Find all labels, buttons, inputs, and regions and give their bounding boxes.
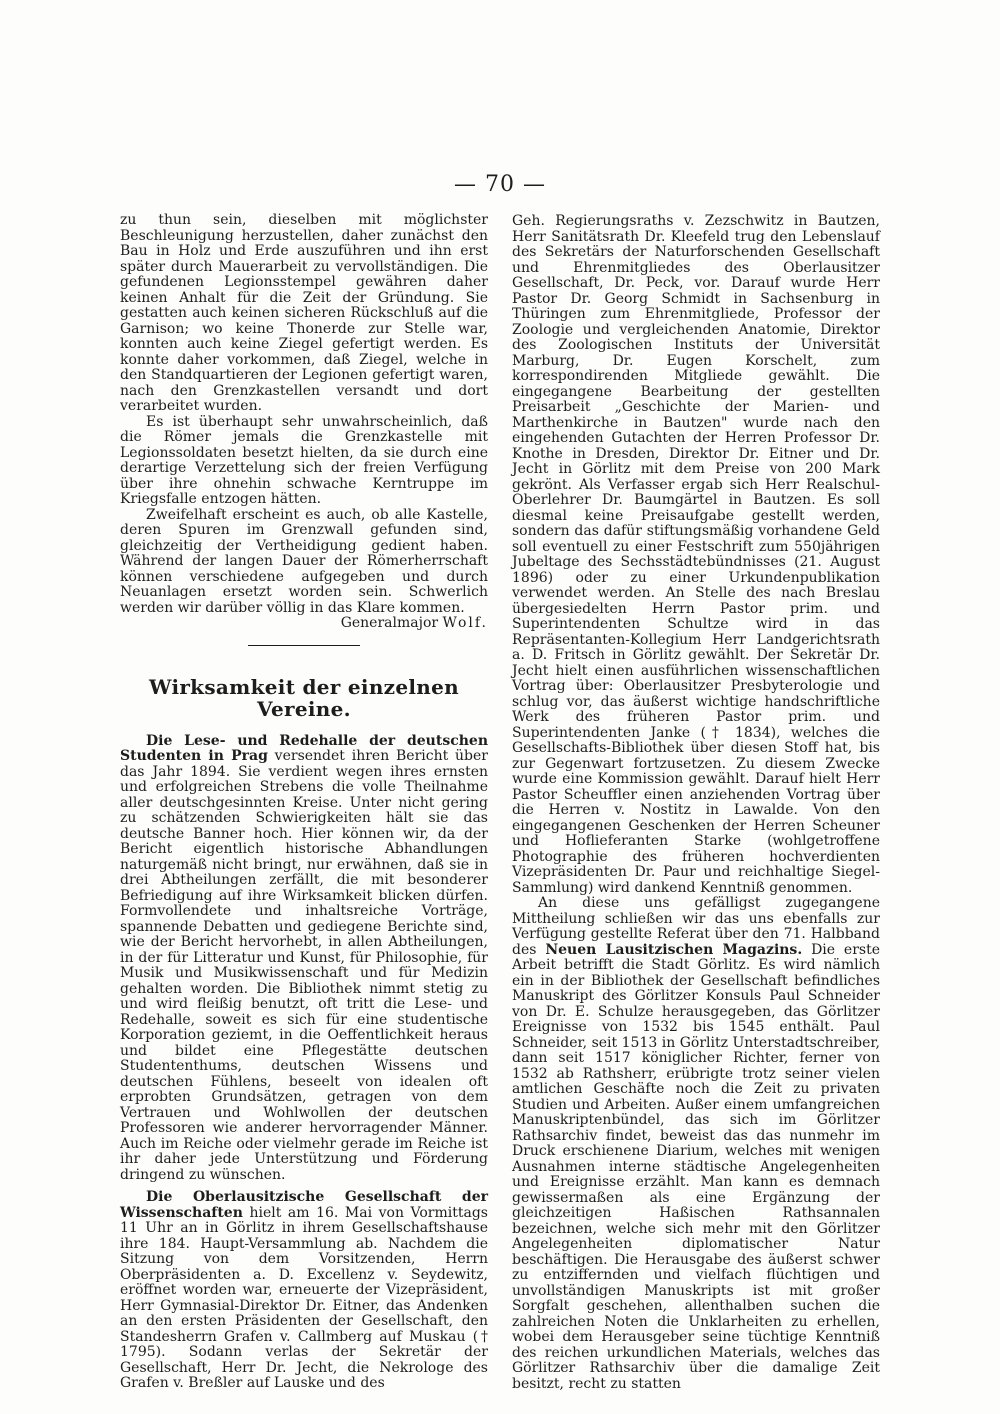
paragraph-text: hielt am 16. Mai von Vormittags 11 Uhr an in Görlitz in ihrem Gesellschaftshause ihre 184. Haupt-Versammlung ab. Nachdem die Sitzung von dem Vorsitzenden, Herrn Oberpräsidenten a. D. Excellenz v. Seydewitz, eröffnet worden war, erneuerte der Vizepräsident, Herr Gymnasial-Direktor Dr. Eitner, das Andenken an den ersten Präsidenten der Gesellschaft, den Standesherrn Grafen v. Callmberg auf Muskau († 1795). Sodann verlas der Sekretär der Gesellschaft, Herr Dr. Jecht, die Nekrologe des Grafen v. Breßler auf Lauske und des	[120, 1204, 488, 1391]
signature-rank: Generalmajor	[340, 615, 439, 631]
paragraph	[512, 896, 880, 1392]
paragraph	[120, 734, 488, 1184]
paragraph: zu thun sein, dieselben mit möglichster Beschleunigung herzustellen, daher zunächst den Bau in Holz und Erde auszuführen und ihn erst später durch Mauerarbeit zu vervollständigen. Die gefundenen Legionsstempel gewähren daher keinen Anhalt für die Zeit der Gründung. Sie gestatten auch keinen sicheren Rückschluß auf die Garnison; wo keine Thonerde zur Stelle war, konnten auch keine Ziegel gefertigt werden. Es konnte daher vorkommen, daß Ziegel, welche in den Standquartieren der Legionen gefertigt waren, nach den Grenzkastellen versandt und dort verarbeitet wurden.	[120, 212, 488, 414]
paragraph	[120, 1190, 488, 1392]
paragraph-text: Die erste Arbeit betrifft die Stadt Görlitz. Es wird nämlich ein in der Bibliothek der Gesellschaft befindliches Manuskript des Görlitzer Konsuls Paul Schneider von Dr. E. Schulze herausgegeben, das Görlitzer Ereignisse von 1532 bis 1545 enthält. Paul Schneider, seit 1513 in Görlitz Unterstadtschreiber, dann seit 1517 königlicher Richter, ferner von 1532 ab Rathsherr, erübrigte trotz seiner vielen amtlichen Geschäfte noch die Zeit zu privaten Studien und Arbeiten. Außer einem umfangreichen Manuskriptenbündel, das sich im Görlitzer Rathsarchiv findet, beweist das das nunmehr im Druck erschienene Diarium, welches mit wenigen Ausnahmen interne städtische Angelegenheiten und Ereignisse erzählt. Man kann es demnach gewissermaßen als eine Ergänzung der gleichzeitigen Haßischen Rathsannalen bezeichnen, welche sich mehr mit den Görlitzer Angelegenheiten diplomatischer Natur beschäftigen. Die Herausgabe des äußerst schwer zu entziffernden und vielfach flüchtigen und unvollständigen Manuskripts ist mit großer Sorgfalt geschehen, allenthalben suchen die zahlreichen Noten die Unklarheiten zu erhellen, wobei dem Herausgeber seine tüchtige Kenntniß des reichen urkundlichen Materials, welches das Görlitzer Rathsarchiv über die damalige Zeit besitzt, recht zu statten	[512, 941, 880, 1392]
signature	[120, 616, 488, 632]
left-column	[120, 213, 488, 1392]
signature-name: Wolf.	[442, 615, 488, 631]
section-divider	[248, 645, 360, 646]
page-number: — 70 —	[454, 172, 546, 197]
right-column	[512, 214, 880, 1392]
paragraph: Zweifelhaft erscheint es auch, ob alle Kastelle, deren Spuren im Grenzwall gefunden sind, gleichzeitig der Vertheidigung gedient haben. Während der langen Dauer der Römerherrschaft können verschiedene aufgegeben und durch Neuanlagen ersetzt worden sein. Schwerlich werden wir darüber völlig in das Klare kommen.	[120, 506, 488, 616]
paragraph-text: versendet ihren Bericht über das Jahr 1894. Sie verdient wegen ihres ernsten und erfolgreichen Strebens die volle Theilnahme aller deutschgesinnten Kreise. Unter nicht gering zu schätzenden Schwierigkeiten hält sie das deutsche Banner hoch. Hier können wir, da der Bericht eigentlich historische Abhandlungen naturgemäß nicht bringt, nur erwähnen, daß sie in drei Abtheilungen zerfällt, die mit besonderer Befriedigung auf ihre Wirksamkeit blicken dürfen. Formvollendete und inhaltsreiche Vorträge, spannende Debatten und gediegene Berichte sind, wie der Bericht hervorhebt, in allen Abtheilungen, in der für Litteratur und Kunst, für Philosophie, für Musik und Musikwissenschaft und für Medizin gehalten worden. Die Bibliothek nimmt stetig zu und wird fleißig benutzt, oft tritt die Lese- und Redehalle, soweit es sich für eine studentische Korporation geziemt, in die Oeffentlichkeit heraus und bildet eine Pflegestätte deutschen Studententhums, deutschen Wissens und deutschen Fühlens, beseelt von idealen oft erprobten Grundsätzen, getragen von dem Vertrauen und Wohlwollen der deutschen Professoren wie anderer hervorragender Männer. Auch im Reiche oder vielmehr gerade im Reiche ist ihr daher jede Unterstützung und Förderung dringend zu wünschen.	[120, 748, 488, 1183]
section-title: Wirksamkeit der einzelnen Vereine.	[149, 674, 459, 721]
paragraph: Es ist überhaupt sehr unwahrscheinlich, daß die Römer jemals die Grenzkastelle mit Legionssoldaten besetzt hielten, da sie durch eine derartige Verzettelung sich der freien Verfügung über ihre ohnehin schwache Kerntruppe im Kriegsfalle entzogen hätten.	[120, 413, 488, 507]
publication-title: Neuen Lausitzischen Magazins.	[545, 941, 803, 958]
paragraph-text: An diese uns gefälligst zugegangene Mittheilung schließen wir das uns ebenfalls zur Verfügung gestellte Referat über den 71. Halbband des	[512, 895, 880, 958]
society-name: Die Oberlausitzische Gesellschaft der Wissenschaften	[120, 1189, 488, 1221]
society-name: Die Lese- und Redehalle der deutschen Studenten in Prag	[120, 732, 488, 764]
paragraph: Geh. Regierungsraths v. Zezschwitz in Bautzen, Herr Sanitätsrath Dr. Kleefeld trug den Lebenslauf des Sekretärs der Naturforschenden Gesellschaft und Ehrenmitgliedes des Oberlausitzer Gesellschaft, Dr. Peck, vor. Darauf wurde Herr Pastor Dr. Georg Schmidt in Sachsenburg in Thüringen zum Ehrenmitgliede, Professor der Zoologie und vergleichenden Anatomie, Direktor des Zoologischen Instituts der Universität Marburg, Dr. Eugen Korschelt, zum korrespondirenden Mitgliede gewählt. Die eingegangene Bearbeitung der gestellten Preisarbeit „Geschichte der Marien- und Marthenkirche in Bautzen" wurde nach den eingehenden Gutachten der Herren Professor Dr. Knothe in Dresden, Direktor Dr. Eitner und Dr. Jecht in Görlitz mit dem Preise von 200 Mark gekrönt. Als Verfasser ergab sich Herr Realschul-Oberlehrer Dr. Baumgärtel in Bautzen. Es soll diesmal keine Preisaufgabe gestellt werden, sondern das dafür stiftungsmäßig vorhandene Geld soll eventuell zu einer Festschrift zum 550jährigen Jubeltage des Sechsstädtebündnisses (21. August 1896) oder zu einer Urkundenpublikation verwendet werden. An Stelle des nach Breslau übergesiedelten Herrn Pastor prim. und Superintendenten Schultze wird in das Repräsentanten-Kollegium Herr Landgerichtsrath a. D. Fritsch in Görlitz gewählt. Der Sekretär Dr. Jecht hielt einen ausführlichen wissenschaftlichen Vortrag über: Oberlausitzer Presbyterologie und schlug vor, das äußerst wichtige handschriftliche Werk des früheren Pastor prim. und Superintendenten Janke († 1834), welches die Gesellschafts-Bibliothek über diesen Stoff hat, bis zur Gegenwart fortzusetzen. Zu diesem Zwecke wurde eine Kommission gewählt. Darauf hielt Herr Pastor Scheuffler einen anziehenden Vortrag über die Herren v. Nostitz in Lawalde. Von den eingegangenen Geschenken der Herren Scheuner und Hoflieferanten Starke (wohlgetroffene Photographie des früheren hochverdienten Vizepräsidenten Dr. Paur und reichhaltige Siegel-Sammlung) wird dankend Kenntniß genommen.	[512, 213, 880, 896]
